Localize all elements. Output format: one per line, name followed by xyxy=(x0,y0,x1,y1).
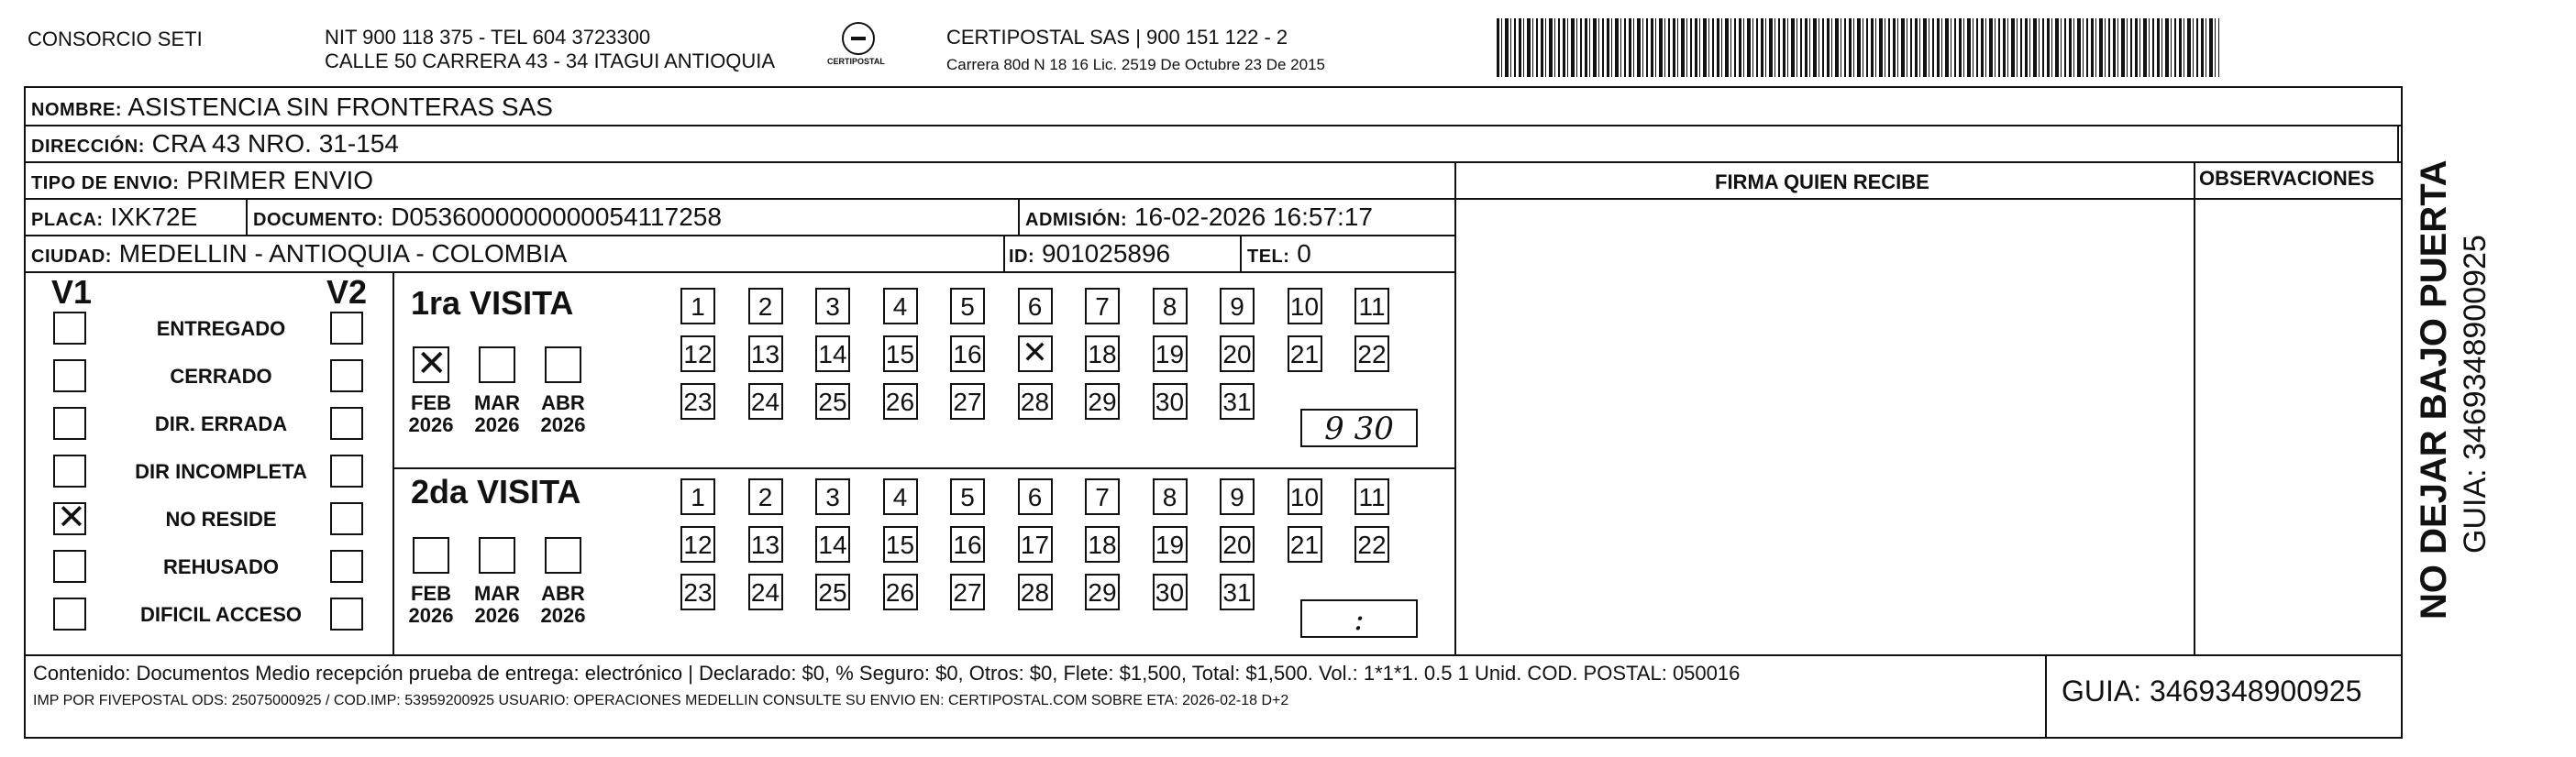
v2-checkbox-no-reside[interactable] xyxy=(330,502,363,535)
placa-label: PLACA: xyxy=(31,210,104,230)
footer-guia: GUIA: 3469348900925 xyxy=(2062,675,2362,708)
visit1-day-20[interactable]: 20 xyxy=(1220,335,1255,372)
visit1-month-checkbox-feb[interactable] xyxy=(413,346,449,383)
visit2-month-label xyxy=(402,583,460,627)
direccion-field xyxy=(31,128,399,162)
certipostal-line: CERTIPOSTAL SAS | 900 151 122 - 2 xyxy=(946,26,1288,49)
visit1-time[interactable]: 9 30 xyxy=(1300,409,1418,447)
visit2-day-27[interactable]: 27 xyxy=(950,574,985,610)
visit2-day-11[interactable]: 11 xyxy=(1354,478,1389,515)
admision-value: 16-02-2026 16:57:17 xyxy=(1133,203,1373,231)
status-label-dir-errada: DIR. ERRADA xyxy=(154,412,288,435)
tel-field xyxy=(1247,238,1311,272)
tipo-envio-value: PRIMER ENVIO xyxy=(186,166,374,194)
visit2-day-25[interactable]: 25 xyxy=(815,574,850,610)
nombre-label: NOMBRE: xyxy=(31,100,123,120)
visit1-month-checkbox-mar[interactable] xyxy=(479,346,515,383)
visit2-month-checkbox-mar[interactable] xyxy=(479,537,515,574)
visit1-month-checkbox-abr[interactable] xyxy=(545,346,581,383)
id-label: ID: xyxy=(1009,247,1035,267)
documento-value: D0536000000000054117258 xyxy=(391,203,722,231)
v1-checkbox-no-reside[interactable] xyxy=(53,502,86,535)
visit1-day-30[interactable]: 30 xyxy=(1153,383,1188,420)
logo-text: CERTIPOSTAL xyxy=(827,57,885,66)
month-year: 2026 xyxy=(540,413,586,436)
visit2-month-checkbox-feb[interactable] xyxy=(413,537,449,574)
visit2-day-15[interactable]: 15 xyxy=(883,526,918,563)
month-name: MAR xyxy=(473,391,521,414)
visit2-day-2[interactable]: 2 xyxy=(748,478,783,515)
address-line: CALLE 50 CARRERA 43 - 34 ITAGUI ANTIOQUIA xyxy=(325,49,776,72)
visit1-day-8[interactable]: 8 xyxy=(1153,288,1188,324)
visit1-title: 1ra VISITA xyxy=(411,284,574,322)
visit2-day-31[interactable]: 31 xyxy=(1220,574,1255,610)
visit2-day-1[interactable]: 1 xyxy=(680,478,715,515)
certipostal-logo-icon xyxy=(842,22,875,55)
visit2-title: 2da VISITA xyxy=(411,473,581,510)
visit2-day-17[interactable]: 17 xyxy=(1018,526,1053,563)
v2-checkbox-dir-incompleta[interactable] xyxy=(330,455,363,488)
visit1-month-label xyxy=(468,392,526,436)
id-value: 901025896 xyxy=(1041,239,1171,268)
visit1-day-6[interactable]: 6 xyxy=(1018,288,1053,324)
visit1-day-13[interactable]: 13 xyxy=(748,335,783,372)
visit1-day-14[interactable]: 14 xyxy=(815,335,850,372)
month-name: MAR xyxy=(473,582,521,605)
visit2-day-12[interactable]: 12 xyxy=(680,526,715,563)
observaciones-header: OBSERVACIONES xyxy=(2199,167,2375,190)
visit2-day-26[interactable]: 26 xyxy=(883,574,918,610)
status-label-dificil-acceso: DIFICIL ACCESO xyxy=(139,603,302,626)
direccion-label: DIRECCIÓN: xyxy=(31,137,145,157)
v2-checkbox-entregado[interactable] xyxy=(330,312,363,345)
visit1-day-5[interactable]: 5 xyxy=(950,288,985,324)
status-label-entregado: ENTREGADO xyxy=(156,317,286,340)
visit1-day-3[interactable]: 3 xyxy=(815,288,850,324)
v1-checkbox-dir-incompleta[interactable] xyxy=(53,455,86,488)
visit2-day-28[interactable]: 28 xyxy=(1018,574,1053,610)
visit2-day-18[interactable]: 18 xyxy=(1085,526,1120,563)
v1-checkbox-dir-errada[interactable] xyxy=(53,407,86,440)
visit1-day-19[interactable]: 19 xyxy=(1153,335,1188,372)
status-label-dir-incompleta: DIR INCOMPLETA xyxy=(135,460,307,483)
ciudad-label: CIUDAD: xyxy=(31,247,112,267)
visit2-month-checkbox-abr[interactable] xyxy=(545,537,581,574)
visit2-day-14[interactable]: 14 xyxy=(815,526,850,563)
visit1-month-label xyxy=(402,392,460,436)
visit2-day-29[interactable]: 29 xyxy=(1085,574,1120,610)
firma-header: FIRMA QUIEN RECIBE xyxy=(1715,170,1929,193)
footer-meta: IMP POR FIVEPOSTAL ODS: 25075000925 / COD.IMP: 53959200925 USUARIO: OPERACIONES MEDELLIN CONSULTE SU ENVIO EN: CERTIPOSTAL.COM SOBRE ETA: 2026-02-18 D+2 xyxy=(33,693,1289,708)
visit1-day-4[interactable]: 4 xyxy=(883,288,918,324)
visit1-day-18[interactable]: 18 xyxy=(1085,335,1120,372)
visit1-day-10[interactable]: 10 xyxy=(1288,288,1322,324)
visit2-day-19[interactable]: 19 xyxy=(1153,526,1188,563)
visit2-day-8[interactable]: 8 xyxy=(1153,478,1188,515)
nombre-field xyxy=(31,92,553,126)
v2-checkbox-rehusado[interactable] xyxy=(330,550,363,583)
visit1-day-1[interactable]: 1 xyxy=(680,288,715,324)
direccion-value: CRA 43 NRO. 31-154 xyxy=(151,129,399,158)
placa-field xyxy=(31,202,197,236)
company-name: CONSORCIO SETI xyxy=(28,27,203,50)
v2-checkbox-cerrado[interactable] xyxy=(330,359,363,392)
v1-header: V1 xyxy=(51,273,93,311)
visit1-day-2[interactable]: 2 xyxy=(748,288,783,324)
visit2-day-4[interactable]: 4 xyxy=(883,478,918,515)
v2-header: V2 xyxy=(326,273,368,311)
ciudad-value: MEDELLIN - ANTIOQUIA - COLOMBIA xyxy=(118,239,568,268)
v1-checkbox-dificil-acceso[interactable] xyxy=(53,598,86,631)
status-label-no-reside: NO RESIDE xyxy=(165,508,277,531)
visit1-day-22[interactable]: 22 xyxy=(1354,335,1389,372)
month-year: 2026 xyxy=(474,604,520,627)
documento-label: DOCUMENTO: xyxy=(253,210,384,230)
visit2-day-9[interactable]: 9 xyxy=(1220,478,1255,515)
month-name: ABR xyxy=(541,391,585,414)
v1-checkbox-rehusado[interactable] xyxy=(53,550,86,583)
id-field xyxy=(1009,238,1170,272)
visit1-day-27[interactable]: 27 xyxy=(950,383,985,420)
tipo-envio-field xyxy=(31,165,373,199)
v2-checkbox-dir-errada[interactable] xyxy=(330,407,363,440)
visit1-day-24[interactable]: 24 xyxy=(748,383,783,420)
visit2-day-6[interactable]: 6 xyxy=(1018,478,1053,515)
tipo-envio-label: TIPO DE ENVIO: xyxy=(31,173,180,193)
visit1-day-25[interactable]: 25 xyxy=(815,383,850,420)
status-label-cerrado: CERRADO xyxy=(170,365,272,388)
v1-checkbox-cerrado[interactable] xyxy=(53,359,86,392)
visit2-day-24[interactable]: 24 xyxy=(748,574,783,610)
visit1-day-12[interactable]: 12 xyxy=(680,335,715,372)
month-year: 2026 xyxy=(408,413,454,436)
footer-content: Contenido: Documentos Medio recepción prueba de entrega: electrónico | Declarado: $0, % Seguro: $0, Otros: $0, Flete: $1,500, Total: $1,500. Vol.: 1*1*1. 0.5 1 Unid. COD. POSTAL: 050016 xyxy=(33,662,1741,685)
visit1-day-23[interactable]: 23 xyxy=(680,383,715,420)
visit2-day-7[interactable]: 7 xyxy=(1085,478,1120,515)
visit2-day-3[interactable]: 3 xyxy=(815,478,850,515)
visit1-day-17[interactable] xyxy=(1018,335,1053,372)
side-guia: GUIA: 3469348900925 xyxy=(2458,235,2493,554)
side-notice: NO DEJAR BAJO PUERTA xyxy=(2414,159,2454,620)
visit2-day-20[interactable]: 20 xyxy=(1220,526,1255,563)
visit1-day-31[interactable]: 31 xyxy=(1220,383,1255,420)
nombre-value: ASISTENCIA SIN FRONTERAS SAS xyxy=(127,93,553,121)
documento-field xyxy=(253,202,722,236)
visit2-day-16[interactable]: 16 xyxy=(950,526,985,563)
visit2-day-22[interactable]: 22 xyxy=(1354,526,1389,563)
month-name: FEB xyxy=(411,391,451,414)
barcode xyxy=(1497,18,2219,77)
nit-line: NIT 900 118 375 - TEL 604 3723300 xyxy=(325,26,651,49)
admision-label: ADMISIÓN: xyxy=(1025,210,1128,230)
visit1-day-11[interactable]: 11 xyxy=(1354,288,1389,324)
admision-field xyxy=(1025,202,1373,236)
visit2-time[interactable]: : xyxy=(1300,599,1418,638)
visit1-day-29[interactable]: 29 xyxy=(1085,383,1120,420)
status-label-rehusado: REHUSADO xyxy=(163,555,279,578)
visit2-day-10[interactable]: 10 xyxy=(1288,478,1322,515)
visit2-day-21[interactable]: 21 xyxy=(1288,526,1322,563)
visit2-month-label xyxy=(468,583,526,627)
v2-checkbox-dificil-acceso[interactable] xyxy=(330,598,363,631)
visit2-day-5[interactable]: 5 xyxy=(950,478,985,515)
placa-value: IXK72E xyxy=(110,203,198,231)
visit2-month-label xyxy=(534,583,592,627)
visit1-day-26[interactable]: 26 xyxy=(883,383,918,420)
month-year: 2026 xyxy=(408,604,454,627)
visit1-day-7[interactable]: 7 xyxy=(1085,288,1120,324)
month-name: ABR xyxy=(541,582,585,605)
v1-checkbox-entregado[interactable] xyxy=(53,312,86,345)
tel-value: 0 xyxy=(1297,239,1311,268)
visit1-day-16[interactable]: 16 xyxy=(950,335,985,372)
visit1-day-15[interactable]: 15 xyxy=(883,335,918,372)
visit1-day-28[interactable]: 28 xyxy=(1018,383,1053,420)
visit2-day-23[interactable]: 23 xyxy=(680,574,715,610)
license-line: Carrera 80d N 18 16 Lic. 2519 De Octubre 23 De 2015 xyxy=(946,56,1325,73)
month-year: 2026 xyxy=(540,604,586,627)
guide-form xyxy=(24,86,2403,739)
visit1-day-9[interactable]: 9 xyxy=(1220,288,1255,324)
ciudad-field xyxy=(31,238,567,272)
visit2-day-13[interactable]: 13 xyxy=(748,526,783,563)
visit2-day-30[interactable]: 30 xyxy=(1153,574,1188,610)
month-name: FEB xyxy=(411,582,451,605)
month-year: 2026 xyxy=(474,413,520,436)
tel-label: TEL: xyxy=(1247,247,1290,267)
visit1-day-21[interactable]: 21 xyxy=(1288,335,1322,372)
visit1-month-label xyxy=(534,392,592,436)
